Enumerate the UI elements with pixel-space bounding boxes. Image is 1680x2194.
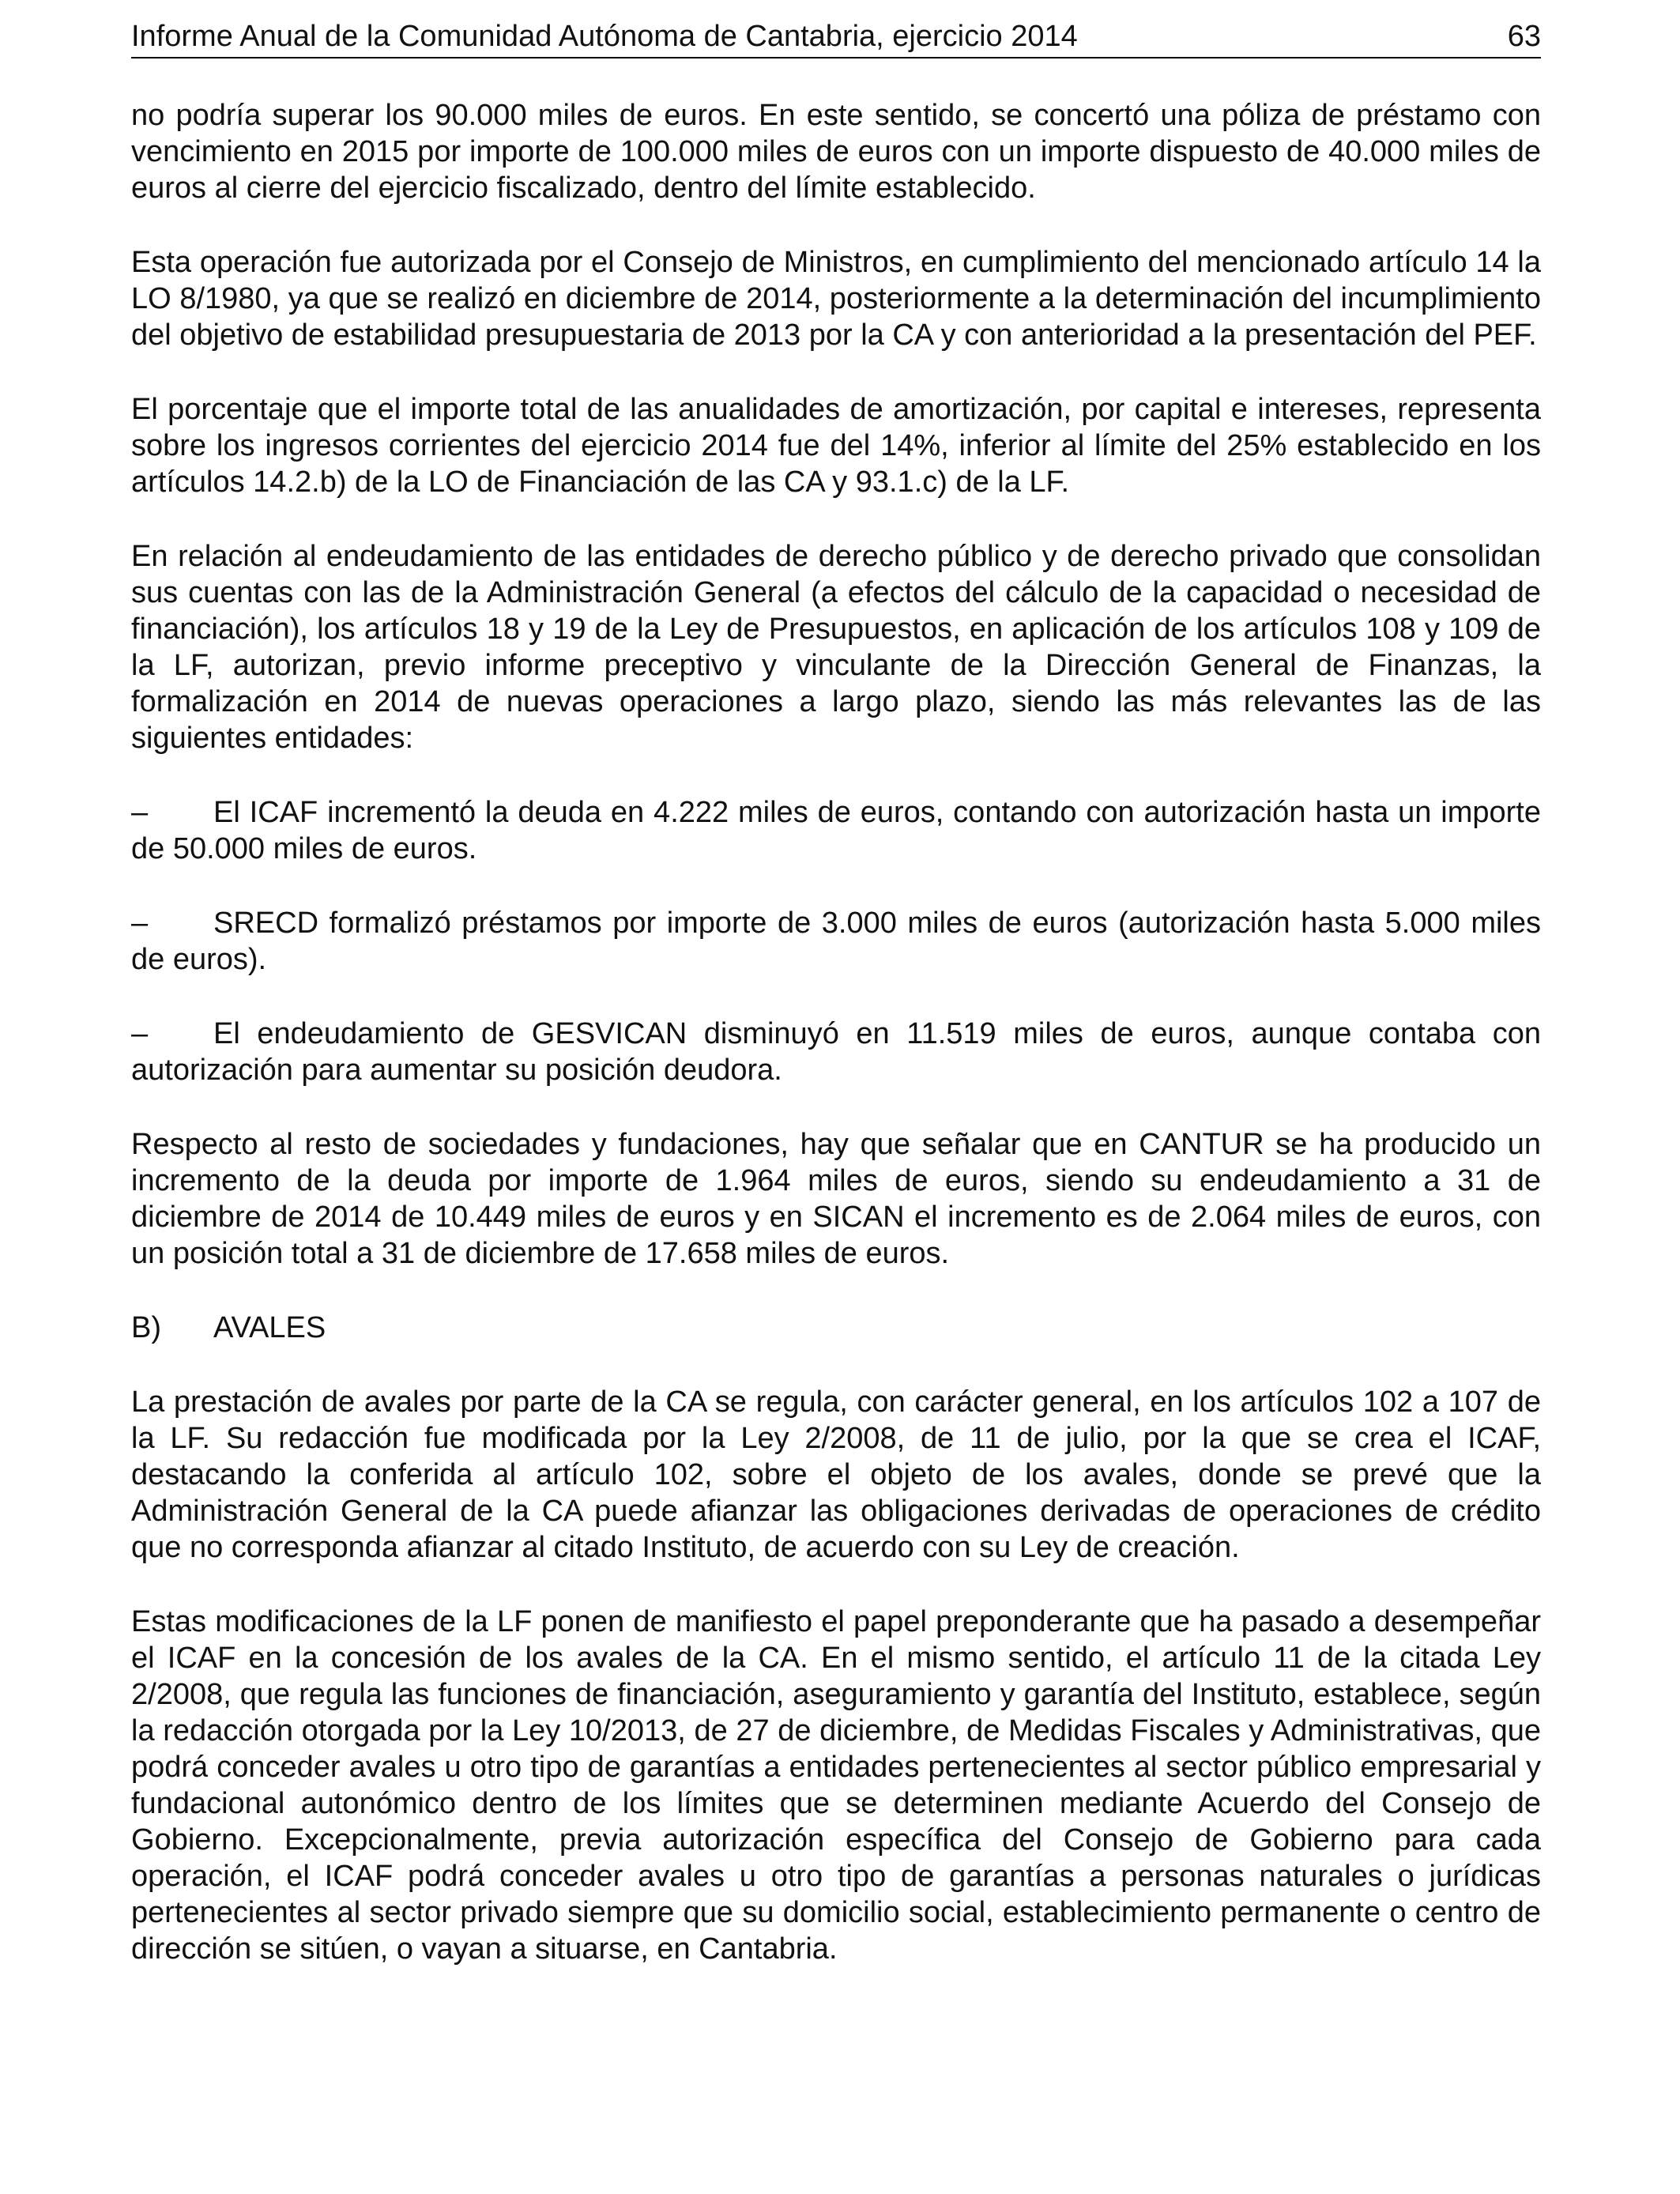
list-item [131, 794, 1541, 867]
paragraph-icaf-role: Estas modificaciones de la LF ponen de manifiesto el papel preponderante que ha pasado a desempeñar el ICAF en la concesión de los avales de la CA. En el mismo sentido, el artículo 11 de la citada Ley 2/2008, que regula las funciones de financiación, aseguramiento y garantía del Instituto, establece, según la redacción otorgada por la Ley 10/2013, de 27 de diciembre, de Medidas Fiscales y Administrativas, que podrá conceder avales u otro tipo de garantías a entidades pertenecientes al sector público empresarial y fundacional autonómico dentro de los límites que se determinen mediante Acuerdo del Consejo de Gobierno. Excepcionalmente, previa autorización específica del Consejo de Gobierno para cada operación, el ICAF podrá conceder avales u otro tipo de garantías a personas naturales o jurídicas pertenecientes al sector privado siempre que su domicilio social, establecimiento permanente o centro de dirección se sitúen, o vayan a situarse, en Cantabria. [131, 1605, 1541, 1966]
list-item [131, 905, 1541, 978]
section-heading-avales [131, 1310, 1541, 1346]
list-item-text: SRECD formalizó préstamos por importe de 3.000 miles de euros (autorización hasta 5.000 miles de euros). [131, 907, 1541, 976]
list-dash: – [131, 907, 149, 940]
page-number: 63 [1507, 20, 1541, 53]
paragraph-companies-debt: Respecto al resto de sociedades y fundaciones, hay que señalar que en CANTUR se ha producido un incremento de la deuda por importe de 1.964 miles de euros, siendo su endeudamiento a 31 de diciembre de 2014 de 10.449 miles de euros y en SICAN el incremento es de 2.064 miles de euros, con un posición total a 31 de diciembre de 17.658 miles de euros. [131, 1128, 1541, 1270]
header-title: Informe Anual de la Comunidad Autónoma de Cantabria, ejercicio 2014 [131, 20, 1078, 53]
paragraph-avales-regulation: La prestación de avales por parte de la CA se regula, con carácter general, en los artículos 102 a 107 de la LF. Su redacción fue modificada por la Ley 2/2008, de 11 de julio, por la que se crea el ICAF, destacando la conferida al artículo 102, sobre el objeto de los avales, donde se prevé que la Administración General de la CA puede afianzar las obligaciones derivadas de operaciones de crédito que no corresponda afianzar al citado Instituto, de acuerdo con su Ley de creación. [131, 1385, 1541, 1564]
list-item-text: El endeudamiento de GESVICAN disminuyó en 11.519 miles de euros, aunque contaba con autorización para aumentar su posición deudora. [131, 1017, 1541, 1087]
paragraph-amortization-percentage: El porcentaje que el importe total de las anualidades de amortización, por capital e intereses, representa sobre los ingresos corrientes del ejercicio 2014 fue del 14%, inferior al límite del 25% establecido en los artículos 14.2.b) de la LO de Financiación de las CA y 93.1.c) de la LF. [131, 393, 1541, 499]
list-dash: – [131, 1017, 149, 1050]
section-letter: B) [131, 1311, 161, 1344]
list-item-text: El ICAF incrementó la deuda en 4.222 miles de euros, contando con autorización hasta un importe de 50.000 miles de euros. [131, 796, 1541, 865]
paragraph-ministers-authorization: Esta operación fue autorizada por el Consejo de Ministros, en cumplimiento del mencionado artículo 14 la LO 8/1980, ya que se realizó en diciembre de 2014, posteriormente a la determinación del incumplimiento del objetivo de estabilidad presupuestaria de 2013 por la CA y con anterioridad a la presentación del PEF. [131, 246, 1541, 352]
list-item [131, 1016, 1541, 1088]
document-body [131, 97, 1541, 2005]
list-dash: – [131, 796, 149, 829]
page-header [131, 16, 1541, 58]
paragraph-loan-limit: no podría superar los 90.000 miles de euros. En este sentido, se concertó una póliza de préstamo con vencimiento en 2015 por importe de 100.000 miles de euros con un importe dispuesto de 40.000 miles de euros al cierre del ejercicio fiscalizado, dentro del límite establecido. [131, 99, 1541, 205]
paragraph-entities-debt: En relación al endeudamiento de las entidades de derecho público y de derecho privado que consolidan sus cuentas con las de la Administración General (a efectos del cálculo de la capacidad o necesidad de financiación), los artículos 18 y 19 de la Ley de Presupuestos, en aplicación de los artículos 108 y 109 de la LF, autorizan, previo informe preceptivo y vinculante de la Dirección General de Finanzas, la formalización en 2014 de nuevas operaciones a largo plazo, siendo las más relevantes las de las siguientes entidades: [131, 540, 1541, 755]
section-title: AVALES [213, 1311, 326, 1344]
